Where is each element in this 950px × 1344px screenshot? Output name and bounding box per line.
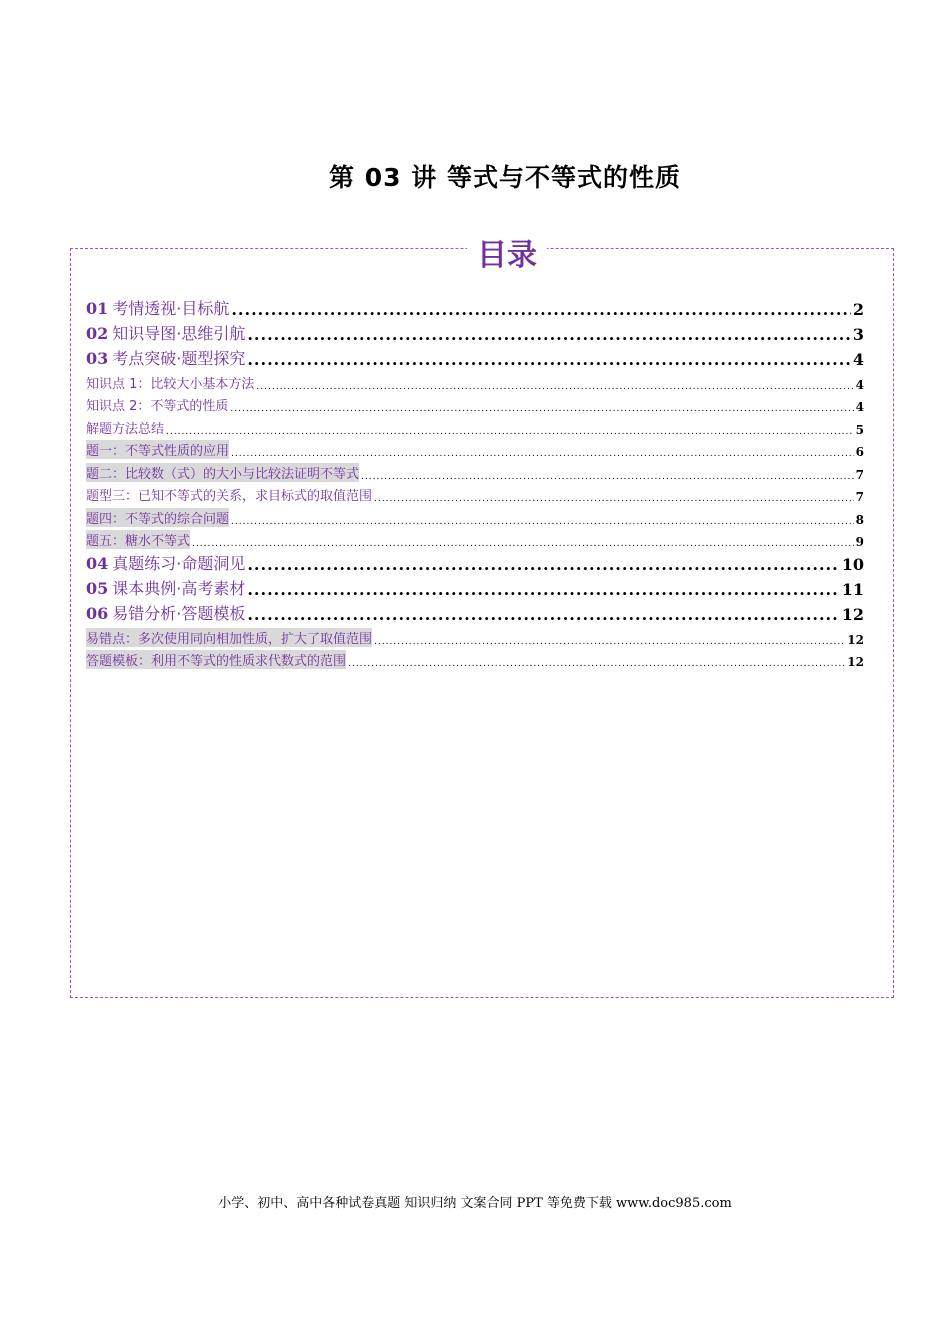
toc-leader-dots [247, 580, 839, 599]
toc-heading: 目录 [0, 230, 950, 274]
toc-entry-label: 题五：糖水不等式 [86, 530, 190, 549]
toc-entry[interactable] [86, 392, 864, 415]
toc-page-number: 7 [855, 490, 864, 504]
toc-page-number: 4 [855, 377, 864, 392]
toc-leader-dots [230, 404, 853, 414]
toc-entry[interactable] [86, 319, 864, 344]
toc-leader-dots [247, 605, 839, 624]
toc-page-number: 12 [847, 632, 864, 647]
toc-leader-dots [374, 637, 845, 647]
toc-entry[interactable] [86, 294, 864, 319]
toc-entry[interactable] [86, 549, 864, 574]
page-title: 第 03 讲 等式与不等式的性质 [329, 163, 681, 192]
toc-entry-label [86, 321, 245, 344]
toc-leader-dots [348, 659, 845, 669]
toc-entry-label [86, 551, 245, 574]
toc-entry[interactable] [86, 437, 864, 460]
toc-entry[interactable] [86, 482, 864, 505]
toc-entry-number: 06 [86, 604, 109, 623]
toc-leader-dots [231, 449, 854, 459]
toc-leader-dots [231, 517, 854, 527]
toc-entry[interactable] [86, 574, 864, 599]
toc-entry-number: 01 [86, 299, 109, 318]
toc-page-number: 2 [852, 300, 864, 319]
toc-entry[interactable] [86, 647, 864, 670]
table-of-contents [86, 294, 864, 669]
toc-entry-label [86, 346, 245, 369]
toc-page-number: 9 [855, 535, 864, 549]
toc-leader-dots [374, 494, 854, 504]
toc-page-number: 4 [855, 400, 864, 414]
toc-entry-text: 课本典例·高考素材 [112, 579, 246, 598]
toc-page-number: 4 [852, 350, 864, 369]
toc-page-number: 3 [852, 325, 864, 344]
toc-entry-label: 易错点：多次使用同向相加性质，扩大了取值范围 [86, 628, 372, 647]
toc-entry-label: 知识点 1：比较大小基本方法 [86, 376, 255, 392]
toc-page-number: 11 [841, 580, 864, 599]
toc-entry-text: 易错分析·答题模板 [112, 604, 246, 623]
toc-entry[interactable] [86, 527, 864, 550]
toc-entry-text: 考情透视·目标航 [112, 299, 230, 318]
toc-page-number: 6 [855, 445, 864, 459]
toc-entry-label: 答题模板：利用不等式的性质求代数式的范围 [86, 650, 346, 669]
toc-page-number: 5 [855, 422, 864, 437]
toc-entry-label: 题二：比较数（式）的大小与比较法证明不等式 [86, 463, 359, 482]
toc-leader-dots [247, 555, 839, 574]
toc-entry-label [86, 576, 245, 599]
toc-entry-text: 真题练习·命题洞见 [112, 554, 246, 573]
toc-leader-dots [166, 427, 854, 437]
toc-page-number: 10 [841, 555, 864, 574]
toc-leader-dots [247, 350, 851, 369]
toc-entry-text: 知识导图·思维引航 [112, 324, 246, 343]
toc-entry[interactable] [86, 369, 864, 392]
toc-entry-label: 题四：不等式的综合问题 [86, 508, 229, 527]
toc-entry-label [86, 601, 245, 624]
toc-entry-number: 05 [86, 579, 109, 598]
toc-page-number: 8 [855, 512, 864, 527]
toc-entry-text: 考点突破·题型探究 [112, 349, 246, 368]
toc-leader-dots [247, 325, 851, 344]
toc-entry-label: 题一：不等式性质的应用 [86, 440, 229, 459]
page-footer: 小学、初中、高中各种试卷真题 知识归纳 文案合同 PPT 等免费下载 www.doc985.com [218, 1196, 732, 1211]
toc-entry[interactable] [86, 624, 864, 647]
toc-leader-dots [361, 472, 854, 482]
toc-entry[interactable] [86, 414, 864, 437]
toc-entry[interactable] [86, 459, 864, 482]
toc-entry-number: 02 [86, 324, 109, 343]
toc-entry-label: 题型三：已知不等式的关系，求目标式的取值范围 [86, 489, 373, 504]
toc-entry[interactable] [86, 599, 864, 624]
toc-leader-dots [256, 382, 853, 392]
toc-entry-number: 03 [86, 349, 109, 368]
toc-entry[interactable] [86, 504, 864, 527]
toc-page-number: 7 [855, 467, 864, 482]
toc-entry-label: 知识点 2：不等式的性质 [86, 399, 229, 414]
toc-entry-label: 解题方法总结 [86, 421, 165, 437]
toc-entry-number: 04 [86, 554, 109, 573]
toc-leader-dots [231, 300, 851, 319]
toc-entry-label [86, 296, 229, 319]
toc-leader-dots [192, 539, 854, 549]
toc-page-number: 12 [847, 655, 864, 669]
toc-entry[interactable] [86, 344, 864, 369]
toc-page-number: 12 [841, 605, 864, 624]
